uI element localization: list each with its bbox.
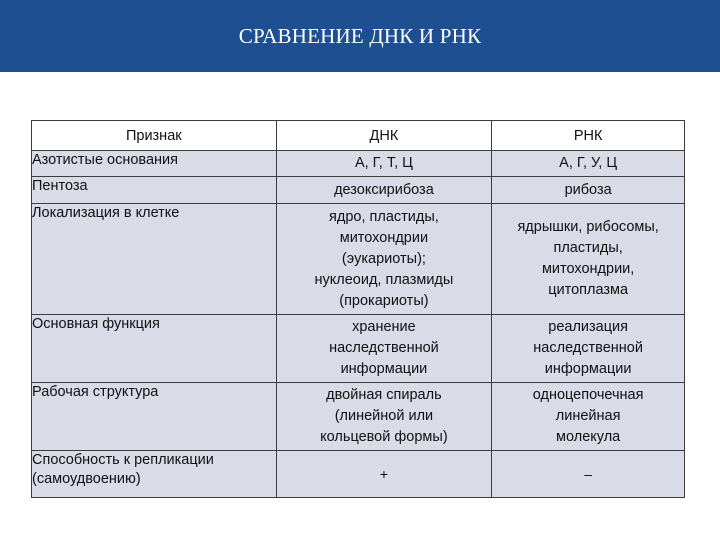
dna-cell: +: [276, 451, 492, 498]
rna-cell: рибоза: [492, 177, 685, 204]
feature-cell: Рабочая структура: [32, 383, 277, 451]
table-row: [32, 204, 685, 315]
rna-cell: –: [492, 451, 685, 498]
title-bar: [0, 0, 720, 72]
rna-cell: [492, 204, 685, 315]
cell-line: (эукариоты);: [341, 250, 426, 267]
dna-cell: дезоксирибоза: [276, 177, 492, 204]
cell-line: информации: [544, 361, 632, 377]
header-dna: ДНК: [276, 121, 492, 151]
cell-line: (самоудвоению): [32, 471, 141, 487]
page-title: СРАВНЕНИЕ ДНК И РНК: [238, 23, 482, 48]
table-row: [32, 177, 685, 204]
cell-line: митохондрии: [339, 229, 429, 246]
feature-cell: [32, 451, 277, 498]
feature-cell: Пентоза: [32, 177, 277, 204]
header-rna: РНК: [492, 121, 685, 151]
table-row: [32, 383, 685, 451]
cell-line: кольцевой формы): [320, 429, 448, 445]
feature-cell: Локализация в клетке: [32, 204, 277, 315]
dna-cell: [276, 315, 492, 383]
header-row: [32, 121, 685, 151]
dna-cell: [276, 383, 492, 451]
cell-line: Способность к репликации: [32, 452, 214, 468]
cell-line: информации: [340, 361, 428, 377]
cell-line: нуклеоид, плазмиды: [314, 271, 454, 288]
rna-cell: А, Г, У, Ц: [492, 151, 685, 177]
rna-cell: [492, 315, 685, 383]
cell-line: наследственной: [329, 340, 439, 356]
dna-cell: [276, 204, 492, 315]
table-row: [32, 315, 685, 383]
header-feature: Признак: [32, 121, 277, 151]
table-row: [32, 451, 685, 498]
cell-line: линейная: [555, 408, 621, 424]
cell-line: реализация: [548, 319, 628, 335]
cell-line: митохондрии,: [541, 261, 635, 277]
rna-cell: [492, 383, 685, 451]
cell-line: цитоплазма: [548, 282, 629, 298]
feature-cell: Азотистые основания: [32, 151, 277, 177]
cell-line: (линейной или: [334, 408, 434, 424]
cell-line: одноцепочечная: [532, 387, 644, 403]
dna-cell: А, Г, Т, Ц: [276, 151, 492, 177]
cell-line: молекула: [556, 429, 621, 445]
cell-line: (прокариоты): [339, 292, 429, 309]
cell-line: двойная спираль: [326, 387, 442, 403]
table-row: [32, 151, 685, 177]
cell-line: ядро, пластиды,: [329, 208, 439, 225]
cell-line: ядрышки, рибосомы,: [517, 219, 659, 235]
comparison-table: [31, 120, 685, 498]
cell-line: пластиды,: [553, 240, 623, 256]
cell-line: наследственной: [533, 340, 643, 356]
cell-line: хранение: [352, 319, 416, 335]
feature-cell: Основная функция: [32, 315, 277, 383]
